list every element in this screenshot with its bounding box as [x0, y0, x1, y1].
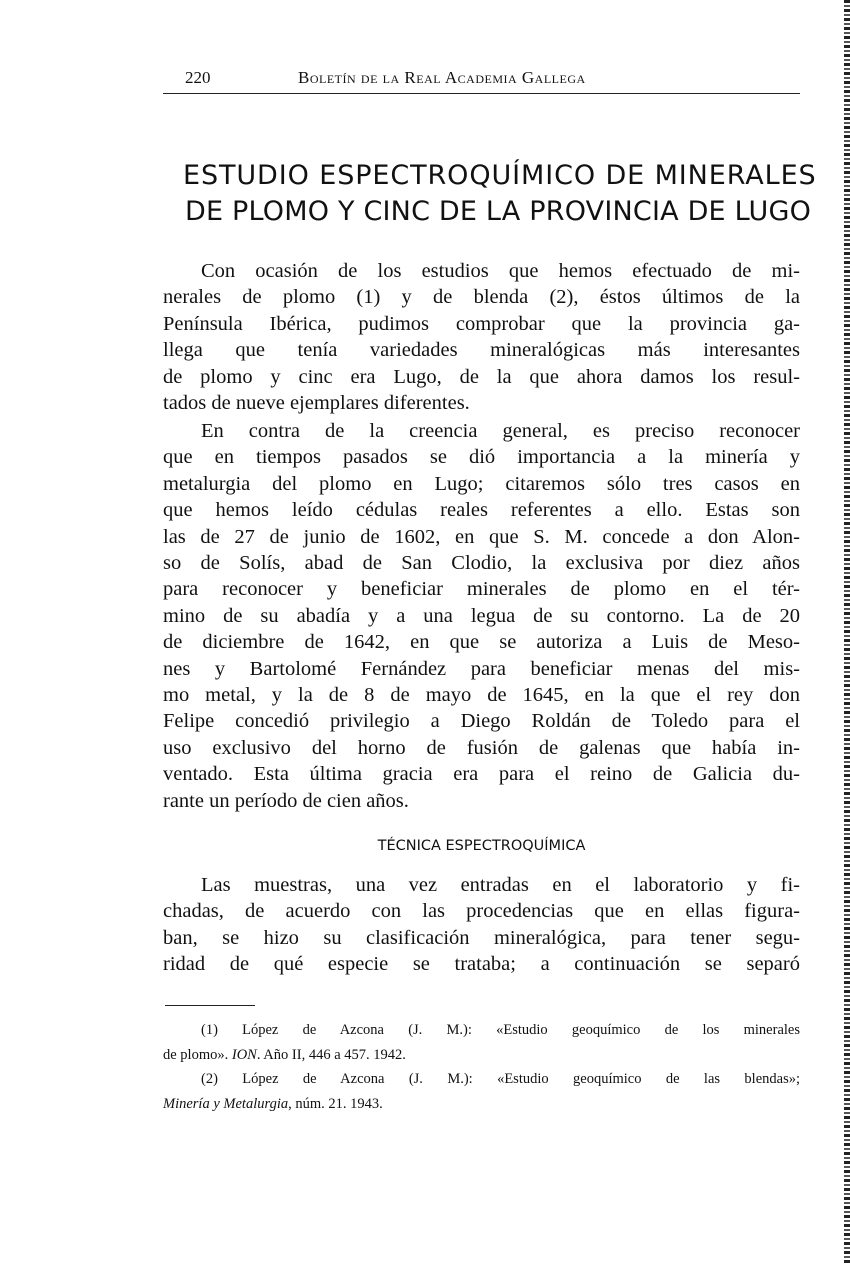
paragraph-3: [163, 872, 800, 978]
journal-name: ION: [231, 1046, 257, 1063]
page-header: [163, 64, 800, 92]
text-line: de plomo y cinc era Lugo, de la que ahora damos los resul-: [163, 365, 800, 388]
text-line: de diciembre de 1642, en que se autoriza a Luis de Meso-: [163, 631, 800, 654]
paragraph-2: [163, 418, 800, 814]
running-head: Boletín de la Real Academia Gallega: [298, 68, 586, 87]
text-line: Península Ibérica, pudimos comprobar que la provincia ga-: [163, 312, 800, 335]
text-line: mo metal, y la de 8 de mayo de 1645, en la que el rey don: [163, 684, 800, 707]
footnote-text: de plomo».: [163, 1046, 232, 1063]
text-line: nerales de plomo (1) y de blenda (2), éstos últimos de la: [163, 286, 800, 309]
text-line: rante un período de cien años.: [163, 789, 409, 812]
journal-name: Minería y Metalurgia: [163, 1095, 289, 1112]
text-line: Las muestras, una vez entradas en el laboratorio y fi-: [201, 874, 800, 896]
footnote-rule: [165, 1005, 255, 1006]
text-line: metalurgia del plomo en Lugo; citaremos sólo tres casos en: [163, 472, 800, 495]
text-line: ban, se hizo su clasificación mineralógica, para tener segu-: [163, 926, 800, 949]
header-rule: [163, 93, 800, 94]
article-title-line-1: ESTUDIO ESPECTROQUÍMICO DE MINERALES: [183, 160, 817, 191]
text-line: nes y Bartolomé Fernández para beneficiar menas del mis-: [163, 657, 800, 680]
text-line: para reconocer y beneficiar minerales de plomo en el tér-: [163, 578, 800, 601]
footnote-text: , núm. 21. 1943.: [288, 1095, 383, 1112]
footnote-text: . Año II, 446 a 457. 1942.: [256, 1046, 406, 1063]
section-heading: TÉCNICA ESPECTROQUÍMICA: [377, 838, 586, 854]
footnotes: [163, 1018, 800, 1116]
text-line: Felipe concedió privilegio a Diego Roldán de Toledo para el: [163, 710, 800, 733]
text-line: que en tiempos pasados se dió importancia a la minería y: [163, 446, 800, 469]
text-line: que hemos leído cédulas reales referentes a ello. Estas son: [163, 499, 800, 522]
text-line: En contra de la creencia general, es preciso reconocer: [201, 420, 800, 442]
text-line: las de 27 de junio de 1602, en que S. M. concede a don Alon-: [163, 525, 800, 548]
text-line: Con ocasión de los estudios que hemos efectuado de mi-: [201, 260, 800, 282]
text-line: ventado. Esta última gracia era para el reino de Galicia du-: [163, 763, 800, 786]
text-line: so de Solís, abad de San Clodio, la exclusiva por diez años: [163, 552, 800, 575]
footnote-1-line-2: [163, 1043, 800, 1068]
footnote-2-line-2: [163, 1092, 800, 1117]
text-line: uso exclusivo del horno de fusión de galenas que había in-: [163, 736, 800, 759]
text-line: chadas, de acuerdo con las procedencias que en ellas figura-: [163, 900, 800, 923]
paragraph-1: [163, 258, 800, 416]
article-title-line-2: DE PLOMO Y CINC DE LA PROVINCIA DE LUGO: [185, 196, 812, 227]
page-number: 220: [185, 68, 211, 87]
text-line: mino de su abadía y a una legua de su contorno. La de 20: [163, 604, 800, 627]
text-line: ridad de qué especie se trataba; a continuación se separó: [163, 953, 800, 976]
text-line: tados de nueve ejemplares diferentes.: [163, 392, 470, 415]
text-line: llega que tenía variedades mineralógicas más interesantes: [163, 339, 800, 362]
footnote-2-line-1: (2) López de Azcona (J. M.): «Estudio geoquímico de las blendas»;: [201, 1071, 800, 1087]
scan-edge: [844, 0, 850, 1265]
footnote-1-line-1: (1) López de Azcona (J. M.): «Estudio geoquímico de los minerales: [201, 1022, 800, 1038]
